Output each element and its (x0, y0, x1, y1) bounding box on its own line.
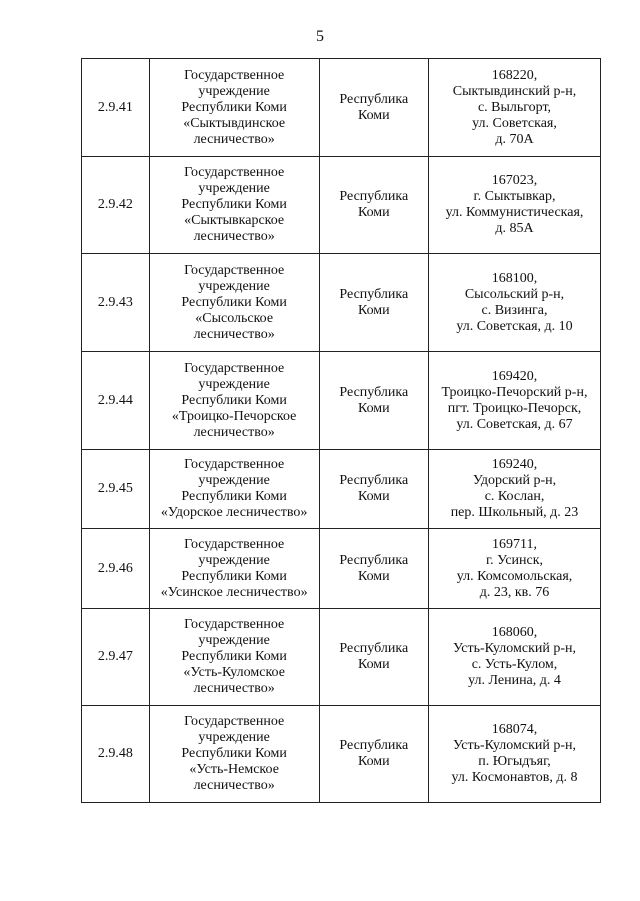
institution-name-line: лесничество» (193, 229, 275, 244)
institution-name-line: учреждение (198, 473, 270, 488)
institution-name-cell (149, 450, 319, 529)
page-number: 5 (316, 28, 324, 45)
row-number-cell (82, 59, 150, 157)
row-number: 2.9.46 (97, 560, 133, 576)
forestry-registry-table (81, 58, 601, 803)
region-line: Коми (357, 754, 390, 769)
institution-name-line: «Троицко-Печорское (171, 408, 297, 424)
row-number: 2.9.48 (97, 746, 133, 761)
address-line: д. 85А (495, 221, 534, 236)
address-cell (429, 157, 601, 254)
region-line: Республика (339, 189, 409, 204)
address-line: ул. Советская, д. 67 (456, 416, 573, 432)
table-row (82, 352, 601, 450)
institution-name-cell (149, 254, 319, 352)
table-row (82, 254, 601, 352)
address-line: г. Усинск, (485, 552, 544, 568)
institution-name-line: Республики Коми (181, 568, 287, 584)
institution-name-line: учреждение (198, 278, 270, 294)
region-cell (319, 529, 428, 609)
address-line: 168100, (491, 270, 538, 286)
address-line: ул. Коммунистическая, (445, 205, 584, 220)
region-cell (319, 59, 428, 157)
address-line: д. 23, кв. 76 (479, 584, 550, 600)
institution-name-line: Государственное (184, 262, 285, 278)
address-cell (429, 59, 601, 157)
row-number: 2.9.41 (97, 99, 133, 115)
address-line: Сыктывдинский р-н, (452, 83, 577, 99)
institution-name-line: учреждение (198, 376, 270, 392)
address-line: п. Югыдъяг, (478, 754, 551, 769)
row-number-cell (82, 450, 150, 529)
region-line: Коми (357, 400, 390, 416)
address-line: ул. Советская, д. 10 (456, 318, 573, 334)
address-cell (429, 706, 601, 803)
address-line: Троицко-Печорский р-н, (441, 384, 588, 400)
address-line: Удорский р-н, (472, 473, 557, 488)
address-line: д. 70А (495, 131, 534, 147)
row-number-cell (82, 609, 150, 706)
region-cell (319, 609, 428, 706)
institution-name-line: Республики Коми (181, 294, 287, 310)
institution-name-line: «Удорское лесничество» (160, 505, 308, 520)
institution-name-line: лесничество» (193, 131, 275, 147)
address-line: пгт. Троицко-Печорск, (447, 400, 582, 416)
address-cell (429, 450, 601, 529)
region-line: Коми (357, 205, 390, 220)
institution-name-line: Республики Коми (181, 392, 287, 408)
table-row (82, 59, 601, 157)
row-number: 2.9.45 (97, 481, 133, 496)
institution-name-line: лесничество» (193, 326, 275, 342)
row-number-cell (82, 706, 150, 803)
institution-name-line: учреждение (198, 730, 270, 745)
row-number-cell (82, 529, 150, 609)
institution-name-cell (149, 59, 319, 157)
institution-name-cell (149, 352, 319, 450)
address-line: 169420, (491, 368, 538, 384)
address-line: с. Визинга, (481, 302, 548, 318)
institution-name-line: Государственное (184, 617, 285, 632)
institution-name-line: «Сыктывдинское (183, 115, 286, 131)
institution-name-line: Республики Коми (181, 649, 287, 664)
address-line: 169711, (492, 536, 537, 552)
address-line: ул. Комсомольская, (456, 568, 573, 584)
institution-name-cell (149, 157, 319, 254)
institution-name-line: Республики Коми (181, 746, 287, 761)
address-line: с. Выльгорт, (477, 99, 552, 115)
institution-name-line: Государственное (184, 67, 285, 83)
table-row (82, 609, 601, 706)
address-line: пер. Школьный, д. 23 (450, 505, 579, 520)
institution-name-line: «Сыктывкарское (184, 213, 285, 228)
institution-name-line: Государственное (184, 165, 285, 180)
address-line: Усть-Куломский р-н, (453, 738, 577, 753)
table-row (82, 450, 601, 529)
region-line: Республика (339, 552, 409, 568)
address-line: ул. Космонавтов, д. 8 (451, 770, 578, 785)
address-cell (429, 609, 601, 706)
institution-name-line: лесничество» (193, 681, 275, 696)
region-line: Коми (357, 657, 390, 672)
institution-name-line: учреждение (198, 633, 270, 648)
institution-name-cell (149, 609, 319, 706)
table-row (82, 157, 601, 254)
institution-name-line: Государственное (184, 360, 285, 376)
row-number-cell (82, 352, 150, 450)
institution-name-cell (149, 529, 319, 609)
address-line: г. Сыктывкар, (473, 189, 556, 204)
institution-name-line: Республики Коми (181, 489, 287, 504)
address-line: с. Кослан, (484, 489, 545, 504)
region-line: Республика (339, 641, 409, 656)
address-line: Сысольский р-н, (464, 286, 565, 302)
address-line: 168060, (491, 625, 538, 640)
address-line: с. Усть-Кулом, (471, 657, 558, 672)
region-line: Республика (339, 384, 409, 400)
institution-name-line: «Усинское лесничество» (160, 584, 308, 600)
table-body (82, 59, 601, 803)
address-line: Усть-Куломский р-н, (453, 641, 577, 656)
institution-name-line: Республики Коми (181, 99, 287, 115)
address-line: 168074, (491, 722, 538, 737)
institution-name-line: Государственное (184, 457, 285, 472)
institution-name-line: учреждение (198, 181, 270, 196)
address-line: 168220, (491, 67, 538, 83)
region-cell (319, 254, 428, 352)
row-number-cell (82, 157, 150, 254)
institution-name-line: «Сысольское (195, 310, 274, 326)
institution-name-line: учреждение (198, 552, 270, 568)
row-number: 2.9.47 (97, 649, 133, 664)
region-cell (319, 352, 428, 450)
table-row (82, 529, 601, 609)
institution-name-line: «Усть-Немское (189, 762, 279, 777)
region-line: Коми (357, 568, 390, 584)
institution-name-line: учреждение (198, 83, 270, 99)
region-line: Коми (357, 489, 390, 504)
address-cell (429, 352, 601, 450)
institution-name-line: лесничество» (193, 778, 275, 793)
row-number: 2.9.43 (97, 294, 133, 310)
region-line: Коми (357, 302, 390, 318)
address-line: ул. Советская, (472, 115, 557, 131)
institution-name-line: Государственное (184, 536, 285, 552)
address-cell (429, 254, 601, 352)
region-line: Республика (339, 738, 409, 753)
table-row (82, 706, 601, 803)
institution-name-line: лесничество» (193, 424, 275, 440)
address-line: ул. Ленина, д. 4 (468, 673, 561, 688)
institution-name-line: «Усть-Куломское (183, 665, 285, 680)
institution-name-cell (149, 706, 319, 803)
row-number: 2.9.42 (97, 197, 133, 212)
address-line: 169240, (491, 457, 538, 472)
institution-name-line: Республики Коми (181, 197, 287, 212)
region-line: Республика (339, 91, 409, 107)
row-number: 2.9.44 (97, 392, 133, 408)
address-line: 167023, (491, 173, 538, 188)
region-cell (319, 706, 428, 803)
region-line: Республика (339, 473, 409, 488)
row-number-cell (82, 254, 150, 352)
address-cell (429, 529, 601, 609)
region-line: Республика (339, 286, 409, 302)
institution-name-line: Государственное (184, 714, 285, 729)
region-cell (319, 157, 428, 254)
region-cell (319, 450, 428, 529)
region-line: Коми (357, 107, 390, 123)
